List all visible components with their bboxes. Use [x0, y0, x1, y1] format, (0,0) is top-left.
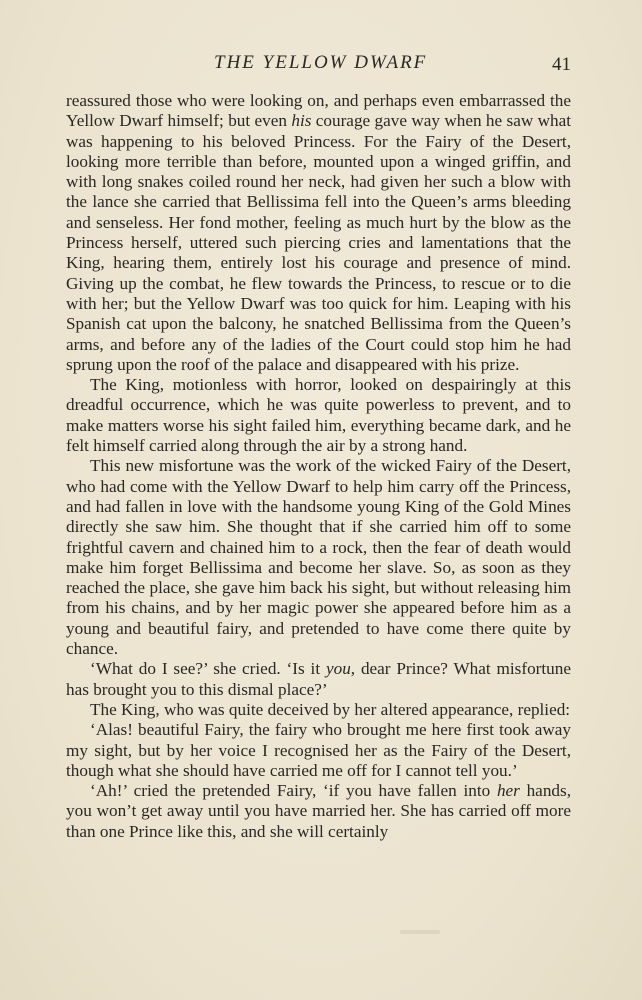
paragraph-1: reassured those who were looking on, and perhaps even embarrassed the Yellow Dwarf himself; but even his courage gave way when he saw what was happening to his beloved Princess. For the Fairy of the Desert, looking more terrible than before, mounted upon a winged griffin, and with long snakes coiled round her neck, had given her such a blow with the lance she carried that Bellissima fell into the Queen’s arms bleeding and senseless. Her fond mother, feeling as much hurt by the blow as the Princess herself, uttered such piercing cries and lamentations that the King, hearing them, entirely lost his courage and presence of mind. Giving up the combat, he flew towards the Princess, to rescue or to die with her; but the Yellow Dwarf was too quick for him. Leaping with his Spanish cat upon the balcony, he snatched Bellissima from the Queen’s arms, and before any of the ladies of the Court could stop him he had sprung upon the roof of the palace and disappeared with his prize. — [66, 91, 572, 374]
paragraph-3: This new misfortune was the work of the wicked Fairy of the Desert, who had come with the Yellow Dwarf to help him carry off the Princess, and had fallen in love with the handsome young King of the Gold Mines directly she saw him. She thought that if she carried him off to some frightful cavern and chained him to a rock, then the fear of death would make him forget Bellissima and become her slave. So, as soon as they reached the place, she gave him back his sight, but without releasing him from his chains, and by her magic power she appeared before him as a young and beautiful fairy, and pretended to have come there quite by chance. — [66, 456, 571, 659]
paragraph-7: ‘Ah!’ cried the pretended Fairy, ‘if you have fallen into her hands, you won’t get away until you have married her. She has carried off more than one Prince like this, and she will certainly — [66, 781, 571, 841]
page-number: 41 — [552, 54, 571, 75]
paragraph-4: ‘What do I see?’ she cried. ‘Is it you, dear Prince? What misfortune has brought you to this dismal place?’ — [66, 659, 571, 699]
body-text — [66, 91, 571, 842]
paper-smudge — [400, 930, 440, 934]
paragraph-5: The King, who was quite deceived by her altered appearance, replied: — [90, 699, 571, 719]
paragraph-2: The King, motionless with horror, looked on despairingly at this dreadful occurrence, which he was quite powerless to prevent, and to make matters worse his sight failed him, everything became dark, and he felt himself carried along through the air by a strong hand. — [66, 375, 571, 456]
running-title: THE YELLOW DWARF — [214, 52, 428, 73]
page-header — [66, 52, 571, 80]
paragraph-6: ‘Alas! beautiful Fairy, the fairy who brought me here first took away my sight, but by her voice I recognised her as the Fairy of the Desert, though what she should have carried me off for I cannot tell you.’ — [66, 720, 571, 780]
